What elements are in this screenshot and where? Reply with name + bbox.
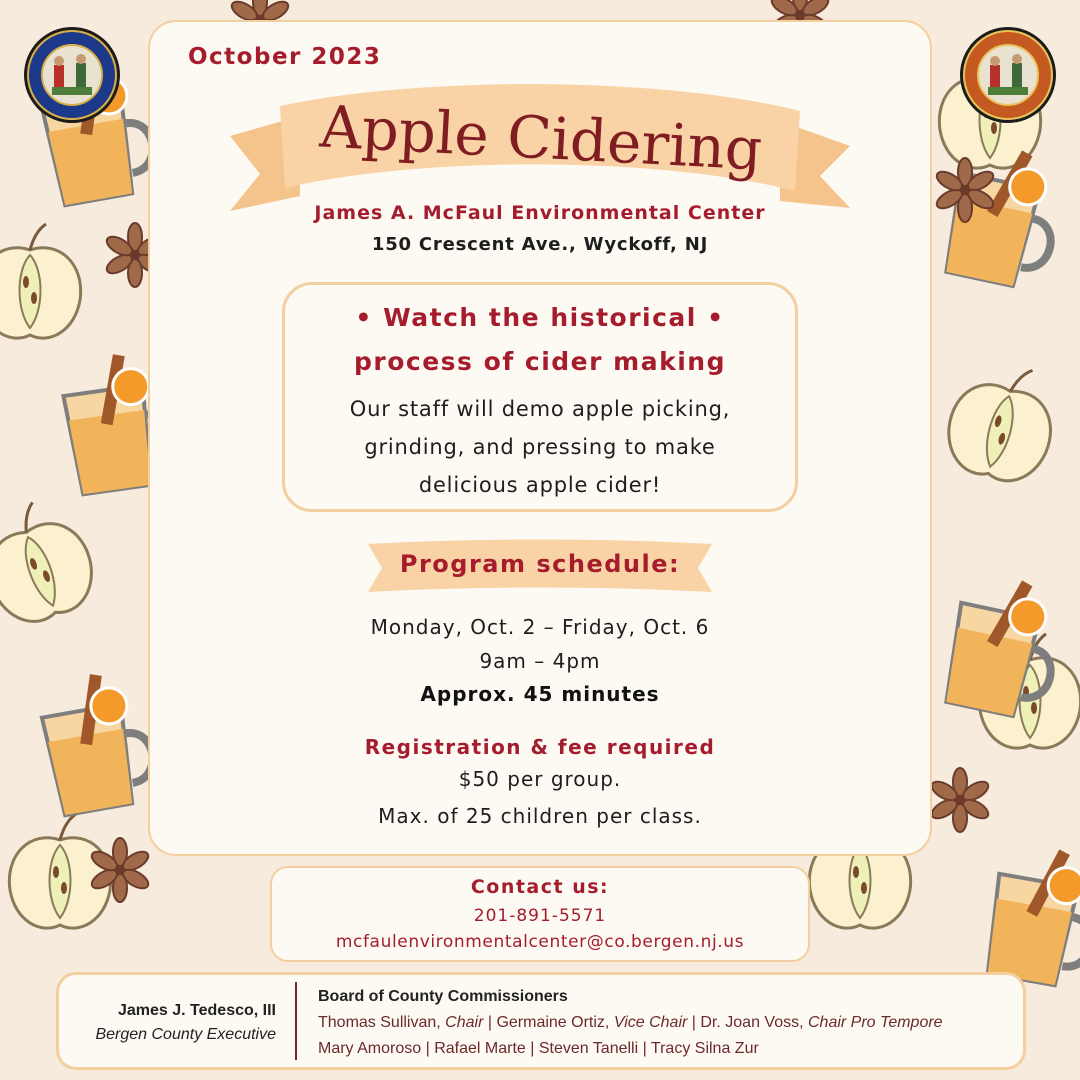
- registration-title: Registration & fee required: [364, 735, 716, 759]
- highlight-desc-line2: grinding, and pressing to make: [364, 435, 716, 459]
- highlight-title-line2: process of cider making: [354, 347, 726, 376]
- schedule-duration: Approx. 45 minutes: [420, 682, 660, 706]
- contact-email: mcfaulenvironmentalcenter@co.bergen.nj.us: [335, 932, 745, 952]
- commissioner-name: | Dr. Joan Voss,: [687, 1014, 808, 1031]
- commissioners-line-2: Mary Amoroso | Rafael Marte | Steven Tanelli | Tracy Silna Zur: [318, 1040, 759, 1057]
- commissioner-role: Chair: [445, 1014, 484, 1031]
- venue-name: James A. McFaul Environmental Center: [314, 202, 766, 224]
- county-executive-title: Bergen County Executive: [95, 1026, 276, 1043]
- county-executive-name: James J. Tedesco, III: [117, 1002, 276, 1019]
- highlight-desc-line1: Our staff will demo apple picking,: [349, 397, 731, 421]
- highlight-description: [282, 390, 798, 504]
- schedule-title: Program schedule:: [399, 550, 681, 578]
- registration-fee: $50 per group.: [458, 767, 622, 791]
- venue-address: 150 Crescent Ave., Wyckoff, NJ: [371, 234, 709, 255]
- parks-and-recreation-seal-logo: [958, 25, 1058, 125]
- contact-title: Contact us:: [470, 876, 610, 898]
- commissioner-name: | Germaine Ortiz,: [483, 1014, 614, 1031]
- event-date: October 2023: [188, 44, 382, 70]
- commissioners-line-1: [318, 1014, 943, 1032]
- event-title: Apple Cidering: [318, 92, 764, 184]
- highlight-title: [282, 296, 798, 384]
- title-ribbon: [220, 76, 860, 216]
- commissioner-role: Chair Pro Tempore: [807, 1014, 943, 1031]
- contact-phone: 201-891-5571: [473, 906, 607, 926]
- schedule-time: 9am – 4pm: [479, 649, 601, 673]
- highlight-desc-line3: delicious apple cider!: [418, 473, 662, 497]
- highlight-title-line1: • Watch the historical •: [355, 303, 725, 332]
- registration-max-children: Max. of 25 children per class.: [378, 804, 702, 828]
- board-title: Board of County Commissioners: [318, 988, 568, 1005]
- commissioner-role: Vice Chair: [613, 1014, 688, 1031]
- commissioner-name: Thomas Sullivan,: [318, 1014, 446, 1031]
- bergen-county-seal-logo: [22, 25, 122, 125]
- footer-divider: [295, 982, 297, 1060]
- schedule-dates: Monday, Oct. 2 – Friday, Oct. 6: [370, 615, 710, 639]
